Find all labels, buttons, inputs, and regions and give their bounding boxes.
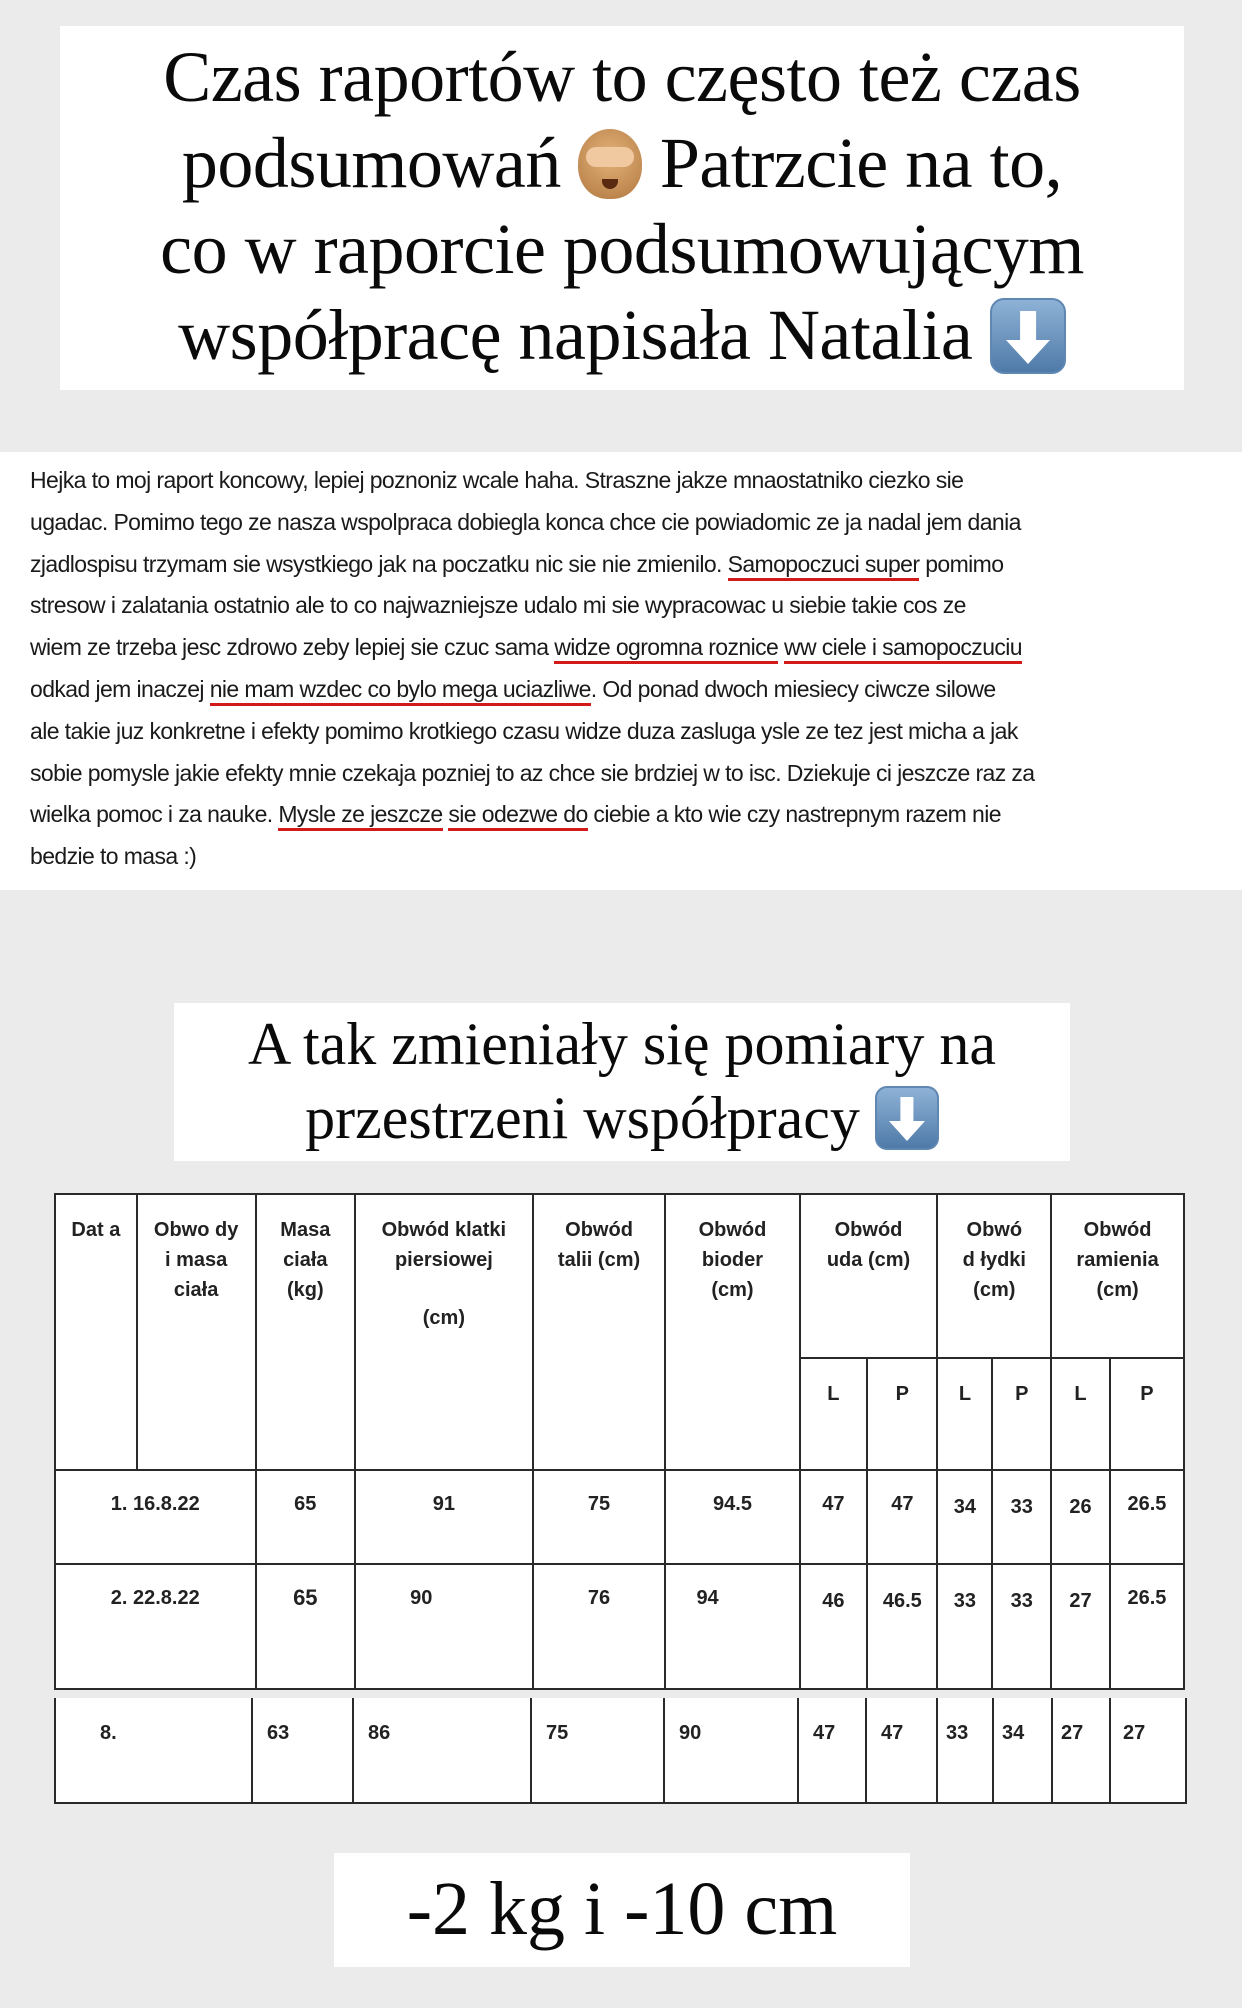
measurements-table bbox=[54, 1193, 1185, 1804]
header-calf-right: P bbox=[992, 1358, 1051, 1470]
cell-mass: 65 bbox=[256, 1470, 356, 1564]
cell-chest: 90 bbox=[355, 1564, 533, 1689]
highlighted-phrase: Mysle ze jeszcze bbox=[278, 801, 442, 831]
report-text-segment: stresow i zalatania ostatnio ale to co najwazniejsze udalo mi sie wypracowac u siebie takie cos ze bbox=[30, 592, 966, 619]
table-row bbox=[55, 1470, 1184, 1564]
cell-calf-left: 34 bbox=[937, 1470, 992, 1564]
cell-thigh-right: 47 bbox=[866, 1699, 937, 1803]
report-text-segment: pomimo bbox=[919, 550, 1004, 577]
report-text-segment: ale takie juz konkretne i efekty pomimo krotkiego czasu widze duza zasluga ysle ze tez jest micha a jak bbox=[30, 717, 1018, 744]
cell-calf-right: 33 bbox=[992, 1470, 1051, 1564]
cell-arm-right: 26.5 bbox=[1110, 1564, 1184, 1689]
header-chest-label: Obwód klatki piersiowej bbox=[381, 1219, 507, 1271]
report-text-segment: wiem ze trzeba jesc zdrowo zeby lepiej sie czuc sama bbox=[30, 634, 555, 661]
report-text-segment: wielka pomoc i za nauke. bbox=[30, 801, 279, 828]
header-arm-left: L bbox=[1051, 1358, 1110, 1470]
report-line bbox=[30, 460, 1242, 502]
cell-calf-left: 33 bbox=[937, 1699, 993, 1803]
cell-waist: 75 bbox=[531, 1699, 664, 1803]
cell-date: 2. 22.8.22 bbox=[55, 1564, 256, 1689]
report-line bbox=[30, 711, 1242, 753]
report-text-segment: odkad jem inaczej bbox=[30, 675, 210, 702]
highlighted-phrase: ww ciele i samopoczuciu bbox=[784, 634, 1022, 664]
report-text-segment: ciebie a kto wie czy nastrepnym razem nie bbox=[587, 801, 1001, 828]
report-line bbox=[30, 794, 1242, 836]
cell-chest: 91 bbox=[355, 1470, 533, 1564]
caption-mid-line2 bbox=[174, 1081, 1070, 1156]
table-row bbox=[55, 1564, 1184, 1689]
header-arm-right: P bbox=[1110, 1358, 1184, 1470]
cell-calf-right: 34 bbox=[993, 1699, 1052, 1803]
report-line bbox=[30, 544, 1242, 586]
cell-arm-left: 27 bbox=[1052, 1699, 1110, 1803]
caption-mid-line2-text: przestrzeni współpracy bbox=[305, 1085, 860, 1151]
caption-top-line4 bbox=[60, 292, 1184, 380]
report-line bbox=[30, 753, 1242, 795]
measurements-table-main bbox=[54, 1193, 1185, 1690]
cell-hips: 94 bbox=[665, 1564, 799, 1689]
cell-chest: 86 bbox=[353, 1699, 531, 1803]
caption-top-line1: Czas raportów to często też czas bbox=[163, 37, 1081, 117]
cell-hips: 94.5 bbox=[665, 1470, 799, 1564]
cell-mass: 63 bbox=[252, 1699, 353, 1803]
cell-calf-right: 33 bbox=[992, 1564, 1051, 1689]
report-text-segment: . Od ponad dwoch miesiecy ciwcze silowe bbox=[590, 675, 996, 702]
header-calf-left: L bbox=[937, 1358, 992, 1470]
cell-thigh-right: 47 bbox=[867, 1470, 937, 1564]
cell-date: 1. 16.8.22 bbox=[55, 1470, 256, 1564]
caption-top-line2 bbox=[60, 120, 1184, 206]
cell-mass: 65 bbox=[256, 1564, 356, 1689]
caption-top-line3: co w raporcie podsumowującym bbox=[160, 209, 1084, 289]
highlighted-phrase: Samopoczuci super bbox=[728, 551, 920, 581]
cell-arm-left: 27 bbox=[1051, 1564, 1110, 1689]
cell-arm-right: 27 bbox=[1110, 1699, 1186, 1803]
report-text-segment: Hejka to moj raport koncowy, lepiej poznoniz wcale haha. Straszne jakze mnaostatniko ciezko sie bbox=[30, 467, 964, 493]
caption-top-line4-text: współpracę napisała Natalia bbox=[178, 295, 973, 375]
report-text-segment: zjadlospisu trzymam sie wsystkiego jak na poczatku nic sie nie zmienilo. bbox=[30, 550, 728, 577]
cell-arm-left: 26 bbox=[1051, 1470, 1110, 1564]
header-circumferences-mass: Obwo dy i masa ciała bbox=[137, 1194, 256, 1470]
down-arrow-icon bbox=[990, 298, 1066, 374]
measurements-table-final bbox=[54, 1698, 1187, 1804]
caption-top-line2-b: Patrzcie na to, bbox=[659, 123, 1063, 203]
header-body-mass: Masa ciała (kg) bbox=[256, 1194, 356, 1470]
highlighted-phrase: sie odezwe do bbox=[448, 801, 587, 831]
report-line bbox=[30, 585, 1242, 627]
highlighted-phrase: nie mam wzdec co bylo mega uciazliwe bbox=[210, 676, 591, 706]
caption-mid-line1: A tak zmieniały się pomiary na bbox=[247, 1011, 997, 1077]
report-line bbox=[30, 836, 1242, 878]
table-row bbox=[55, 1699, 1186, 1803]
report-text bbox=[0, 452, 1242, 890]
cell-thigh-left: 46 bbox=[800, 1564, 868, 1689]
cell-arm-right: 26.5 bbox=[1110, 1470, 1184, 1564]
summary-text: -2 kg i -10 cm bbox=[406, 1867, 838, 1951]
caption-top-line2-a: podsumowań bbox=[181, 123, 561, 203]
cell-calf-left: 33 bbox=[937, 1564, 992, 1689]
header-chest-unit: (cm) bbox=[422, 1307, 465, 1329]
caption-mid bbox=[174, 1003, 1070, 1161]
see-no-evil-monkey-icon bbox=[578, 129, 642, 199]
cell-waist: 75 bbox=[533, 1470, 666, 1564]
highlighted-phrase: widze ogromna roznice bbox=[554, 634, 778, 664]
header-arm: Obwód ramienia (cm) bbox=[1051, 1194, 1184, 1358]
report-text-segment: sobie pomysle jakie efekty mnie czekaja pozniej to az chce sie brdziej w to isc. Dziekuje ci jeszcze raz za bbox=[30, 759, 1035, 786]
report-line bbox=[30, 502, 1242, 544]
cell-thigh-left: 47 bbox=[800, 1470, 868, 1564]
header-date: Dat a bbox=[55, 1194, 137, 1470]
header-calf: Obwó d łydki (cm) bbox=[937, 1194, 1051, 1358]
cell-thigh-right: 46.5 bbox=[867, 1564, 937, 1689]
cell-thigh-left: 47 bbox=[798, 1699, 866, 1803]
header-waist: Obwód talii (cm) bbox=[533, 1194, 666, 1470]
header-thigh-left: L bbox=[800, 1358, 868, 1470]
cell-hips: 90 bbox=[664, 1699, 798, 1803]
cell-date: 8. bbox=[55, 1699, 252, 1803]
report-line bbox=[30, 627, 1242, 669]
header-chest bbox=[355, 1194, 533, 1470]
report-text-segment: ugadac. Pomimo tego ze nasza wspolpraca dobiegla konca chce cie powiadomic ze ja nadal jem dania bbox=[30, 508, 1021, 535]
cell-waist: 76 bbox=[533, 1564, 666, 1689]
report-text-segment: bedzie to masa :) bbox=[30, 843, 197, 870]
caption-top bbox=[60, 26, 1184, 390]
report-line bbox=[30, 669, 1242, 711]
caption-bottom-summary bbox=[334, 1853, 910, 1967]
down-arrow-icon bbox=[875, 1086, 939, 1150]
header-thigh: Obwód uda (cm) bbox=[800, 1194, 938, 1358]
header-thigh-right: P bbox=[867, 1358, 937, 1470]
header-hips: Obwód bioder (cm) bbox=[665, 1194, 799, 1470]
